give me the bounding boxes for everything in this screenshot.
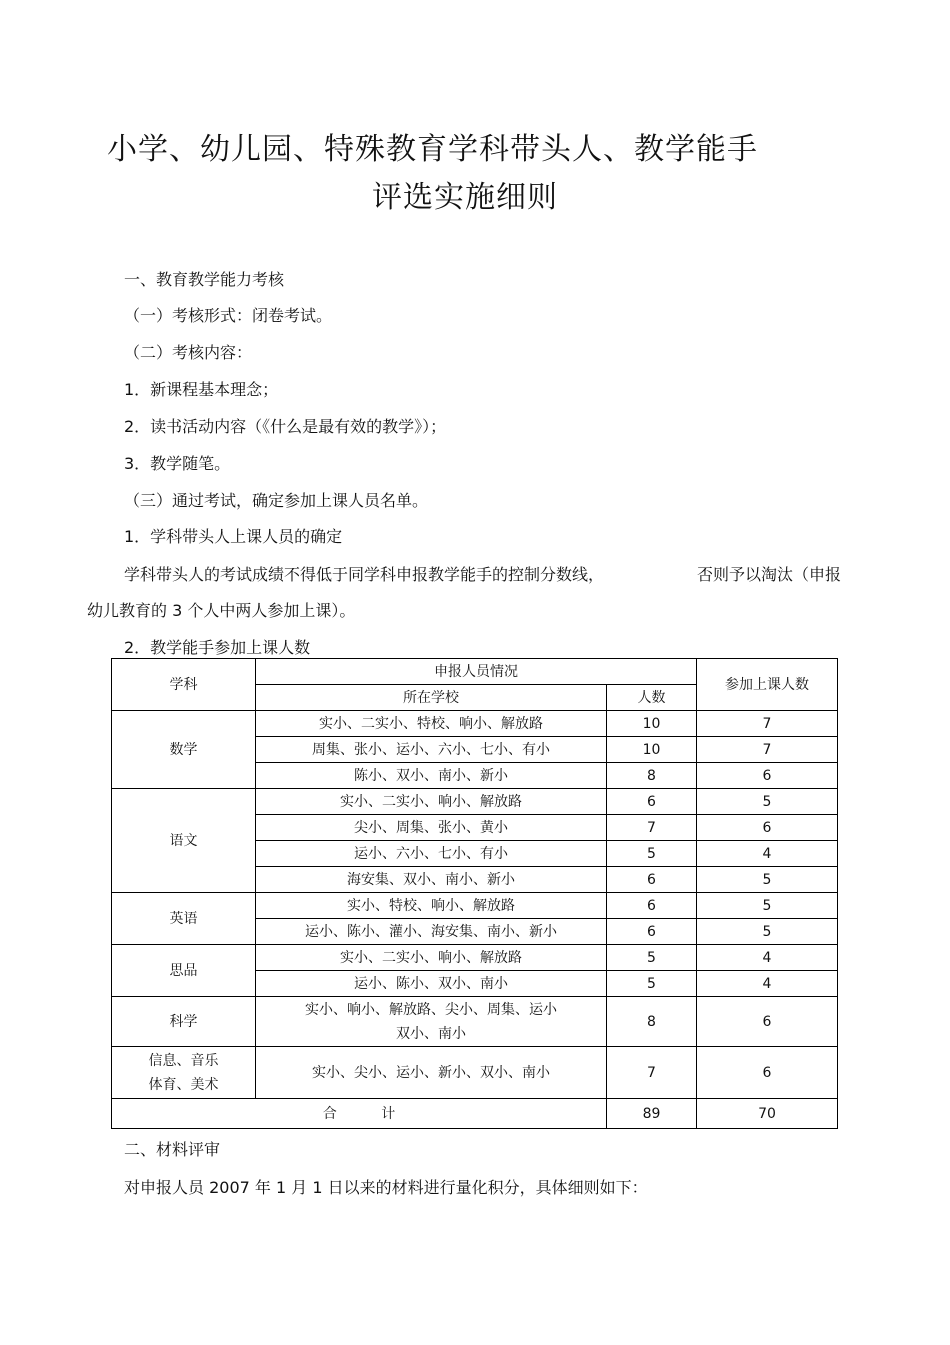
attend-cell: 4 — [697, 841, 838, 867]
count-cell: 8 — [607, 763, 697, 789]
attend-cell: 4 — [697, 971, 838, 997]
count-cell: 5 — [607, 945, 697, 971]
count-cell: 10 — [607, 737, 697, 763]
subject-cell: 科学 — [112, 997, 256, 1047]
count-cell: 6 — [607, 919, 697, 945]
count-cell: 7 — [607, 1047, 697, 1099]
subject-cell: 英语 — [112, 893, 256, 945]
leader-selection-heading: 1．学科带头人上课人员的确定 — [124, 527, 343, 546]
total-row — [112, 1099, 838, 1129]
school-cell: 陈小、双小、南小、新小 — [256, 763, 607, 789]
attend-cell: 7 — [697, 737, 838, 763]
school-cell: 运小、陈小、灌小、海安集、南小、新小 — [256, 919, 607, 945]
school-cell: 运小、陈小、双小、南小 — [256, 971, 607, 997]
school-cell: 实小、特校、响小、解放路 — [256, 893, 607, 919]
count-cell: 8 — [607, 997, 697, 1047]
school-cell: 实小、尖小、运小、新小、双小、南小 — [256, 1047, 607, 1099]
school-cell: 实小、二实小、特校、响小、解放路 — [256, 711, 607, 737]
attend-cell: 5 — [697, 867, 838, 893]
attend-cell: 5 — [697, 919, 838, 945]
count-cell: 5 — [607, 971, 697, 997]
subject-cell: 数学 — [112, 711, 256, 789]
count-cell: 6 — [607, 789, 697, 815]
table-row — [112, 893, 838, 919]
attend-cell: 6 — [697, 997, 838, 1047]
exam-content-heading: （二）考核内容： — [124, 343, 253, 362]
title-line-1: 小学、幼儿园、特殊教育学科带头人、教学能手 — [107, 132, 758, 167]
leader-paragraph-part-2: 否则予以淘汰（申报 — [697, 565, 842, 584]
leader-paragraph-part-3: 幼儿教育的 3 个人中两人参加上课）。 — [87, 601, 356, 620]
exam-content-item-3: 3．教学随笔。 — [124, 454, 231, 473]
exam-content-item-2: 2．读书活动内容（《什么是最有效的教学》）； — [124, 417, 447, 436]
teacher-count-heading: 2．教学能手参加上课人数 — [124, 638, 311, 657]
total-attend: 70 — [697, 1099, 838, 1129]
leader-paragraph-part-1: 学科带头人的考试成绩不得低于同学科申报教学能手的控制分数线， — [124, 565, 605, 584]
material-paragraph: 对申报人员 2007 年 1 月 1 日以来的材料进行量化积分，具体细则如下： — [124, 1178, 648, 1197]
school-cell: 实小、响小、解放路、尖小、周集、运小 双小、南小 — [256, 997, 607, 1047]
attend-cell: 5 — [697, 789, 838, 815]
header-count: 人数 — [607, 685, 697, 711]
total-count: 89 — [607, 1099, 697, 1129]
attend-cell: 6 — [697, 815, 838, 841]
attend-cell: 6 — [697, 1047, 838, 1099]
attend-cell: 4 — [697, 945, 838, 971]
count-cell: 7 — [607, 815, 697, 841]
school-cell: 周集、张小、运小、六小、七小、有小 — [256, 737, 607, 763]
school-cell: 尖小、周集、张小、黄小 — [256, 815, 607, 841]
table-row — [112, 945, 838, 971]
attend-cell: 6 — [697, 763, 838, 789]
subject-cell: 思品 — [112, 945, 256, 997]
total-label: 合 计 — [112, 1099, 607, 1129]
attend-cell: 7 — [697, 711, 838, 737]
count-cell: 6 — [607, 867, 697, 893]
table-row — [112, 997, 838, 1047]
header-school: 所在学校 — [256, 685, 607, 711]
school-cell: 实小、二实小、响小、解放路 — [256, 789, 607, 815]
header-attend: 参加上课人数 — [697, 659, 838, 711]
header-applicants: 申报人员情况 — [256, 659, 697, 685]
table-row — [112, 711, 838, 737]
participants-table — [111, 658, 838, 1129]
table-row — [112, 789, 838, 815]
table-row — [112, 1047, 838, 1099]
selection-heading: （三）通过考试，确定参加上课人员名单。 — [124, 491, 429, 510]
exam-form: （一）考核形式：闭卷考试。 — [124, 306, 333, 325]
attend-cell: 5 — [697, 893, 838, 919]
count-cell: 6 — [607, 893, 697, 919]
school-cell: 运小、六小、七小、有小 — [256, 841, 607, 867]
section-1-heading: 一、教育教学能力考核 — [124, 270, 285, 289]
subject-cell: 语文 — [112, 789, 256, 893]
header-subject: 学科 — [112, 659, 256, 711]
count-cell: 5 — [607, 841, 697, 867]
exam-content-item-1: 1．新课程基本理念； — [124, 380, 279, 399]
school-cell: 海安集、双小、南小、新小 — [256, 867, 607, 893]
school-cell: 实小、二实小、响小、解放路 — [256, 945, 607, 971]
count-cell: 10 — [607, 711, 697, 737]
section-2-heading: 二、材料评审 — [124, 1140, 221, 1159]
subject-cell: 信息、音乐 体育、美术 — [112, 1047, 256, 1099]
title-line-2: 评选实施细则 — [372, 180, 558, 215]
